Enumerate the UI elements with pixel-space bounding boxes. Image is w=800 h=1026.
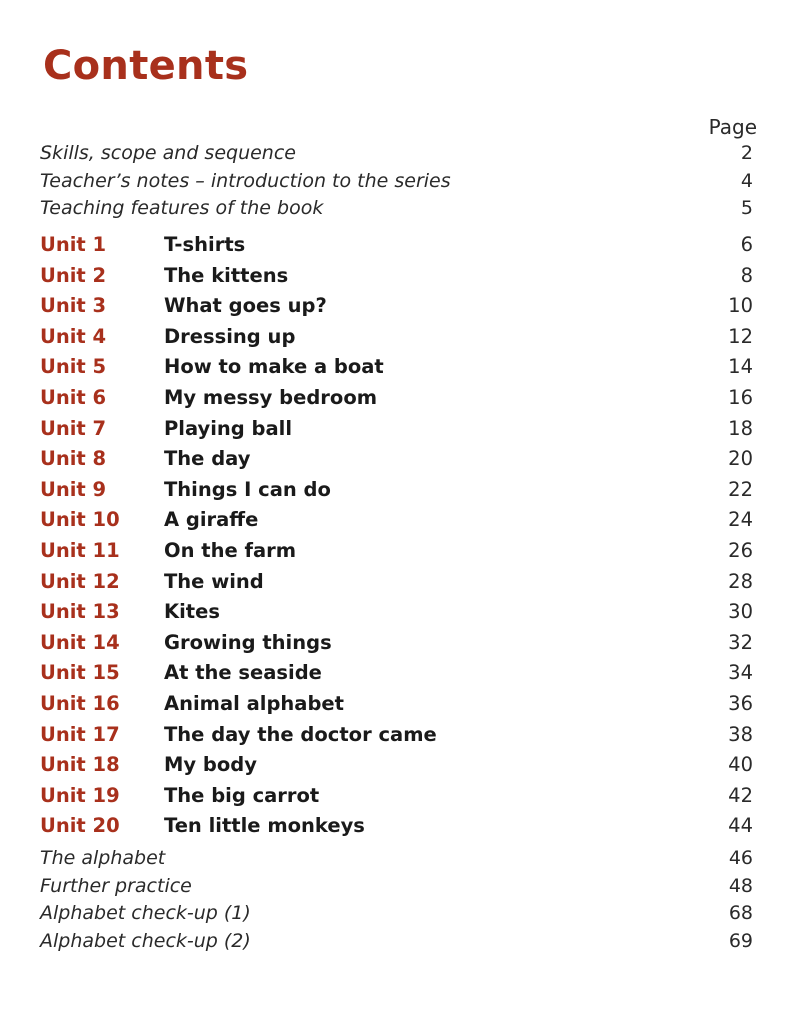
unit-label: Unit 3 (40, 294, 107, 318)
unit-label: Unit 17 (40, 722, 120, 746)
page-number: 12 (728, 324, 753, 348)
unit-title: Playing ball (164, 416, 293, 440)
unit-entry (40, 230, 753, 260)
unit-entry (40, 475, 753, 505)
page-title: Contents (43, 43, 249, 89)
unit-label: Unit 4 (40, 324, 107, 348)
unit-entry (40, 628, 753, 658)
unit-label: Unit 16 (40, 692, 120, 715)
intro-entry (40, 195, 753, 222)
page-number: 40 (728, 753, 753, 777)
page-number: 46 (728, 847, 753, 869)
page-number: 20 (728, 447, 753, 471)
unit-title: My messy bedroom (164, 386, 378, 409)
unit-entry (40, 750, 753, 780)
unit-entry (40, 444, 753, 474)
unit-entry (40, 658, 753, 688)
page-number: 30 (728, 600, 753, 624)
page-number: 24 (728, 508, 753, 532)
page-number: 5 (740, 197, 753, 219)
unit-entry (40, 811, 753, 841)
unit-title: At the seaside (164, 661, 322, 685)
page-number: 16 (728, 386, 753, 409)
unit-label: Unit 2 (40, 263, 107, 287)
entry-title: Skills, scope and sequence (40, 142, 296, 164)
unit-label: Unit 14 (40, 630, 120, 654)
entry-title: Alphabet check-up (1) (40, 902, 251, 924)
unit-entry (40, 414, 753, 444)
back-entry (40, 873, 753, 900)
back-entry (40, 900, 753, 927)
unit-title: The wind (164, 569, 264, 593)
page-number: 8 (740, 263, 753, 287)
unit-label: Unit 9 (40, 477, 107, 501)
page-number: 34 (728, 661, 753, 685)
unit-entry (40, 261, 753, 291)
unit-label: Unit 6 (40, 386, 107, 409)
unit-label: Unit 10 (40, 508, 120, 532)
unit-entry (40, 505, 753, 535)
page-number: 48 (728, 874, 753, 897)
entry-title: Teacher’s notes – introduction to the series (40, 169, 451, 192)
intro-entry (40, 140, 753, 167)
unit-label: Unit 18 (40, 753, 120, 777)
unit-title: On the farm (164, 539, 297, 562)
unit-entry (40, 597, 753, 627)
unit-title: T-shirts (164, 233, 246, 256)
unit-entry (40, 781, 753, 811)
unit-title: Growing things (164, 630, 332, 654)
unit-title: Things I can do (164, 477, 331, 501)
page-number: 2 (740, 142, 753, 164)
page-number: 26 (728, 539, 753, 562)
unit-title: What goes up? (164, 294, 327, 318)
unit-label: Unit 5 (40, 355, 107, 379)
unit-title: My body (164, 753, 257, 777)
entry-title: Alphabet check-up (2) (40, 929, 251, 952)
page-number: 38 (728, 722, 753, 746)
page-number: 68 (728, 902, 753, 924)
page-number: 14 (728, 355, 753, 379)
entry-title: The alphabet (40, 847, 166, 869)
unit-entry (40, 383, 753, 413)
unit-title: Animal alphabet (164, 692, 344, 715)
page-number: 10 (728, 294, 753, 318)
unit-label: Unit 7 (40, 416, 107, 440)
page-number: 42 (728, 783, 753, 807)
page-number: 18 (728, 416, 753, 440)
unit-title: The kittens (164, 263, 289, 287)
unit-entry (40, 536, 753, 566)
page-column-header: Page (708, 115, 757, 139)
unit-entry (40, 352, 753, 382)
entry-title: Teaching features of the book (40, 197, 324, 219)
intro-entry (40, 168, 753, 195)
unit-entry (40, 291, 753, 321)
unit-entry (40, 689, 753, 719)
unit-label: Unit 11 (40, 539, 120, 562)
unit-label: Unit 1 (40, 233, 107, 256)
unit-label: Unit 19 (40, 783, 120, 807)
unit-title: The day (164, 447, 251, 471)
unit-label: Unit 12 (40, 569, 120, 593)
page-number: 32 (728, 630, 753, 654)
unit-label: Unit 20 (40, 814, 120, 838)
page-number: 36 (728, 692, 753, 715)
unit-title: The day the doctor came (164, 722, 437, 746)
unit-title: The big carrot (164, 783, 320, 807)
back-entry (40, 928, 753, 955)
back-entry (40, 845, 753, 872)
entry-title: Further practice (40, 874, 192, 897)
page-number: 4 (740, 169, 753, 192)
unit-title: How to make a boat (164, 355, 384, 379)
page-number: 28 (728, 569, 753, 593)
unit-entry (40, 567, 753, 597)
unit-title: Ten little monkeys (164, 814, 365, 838)
page-number: 44 (728, 814, 753, 838)
unit-title: Dressing up (164, 324, 296, 348)
unit-label: Unit 15 (40, 661, 120, 685)
page-number: 22 (728, 477, 753, 501)
unit-entry (40, 720, 753, 750)
unit-label: Unit 13 (40, 600, 120, 624)
unit-entry (40, 322, 753, 352)
page-number: 6 (740, 233, 753, 256)
unit-label: Unit 8 (40, 447, 107, 471)
unit-title: Kites (164, 600, 220, 624)
unit-title: A giraffe (164, 508, 259, 532)
page-number: 69 (728, 929, 753, 952)
